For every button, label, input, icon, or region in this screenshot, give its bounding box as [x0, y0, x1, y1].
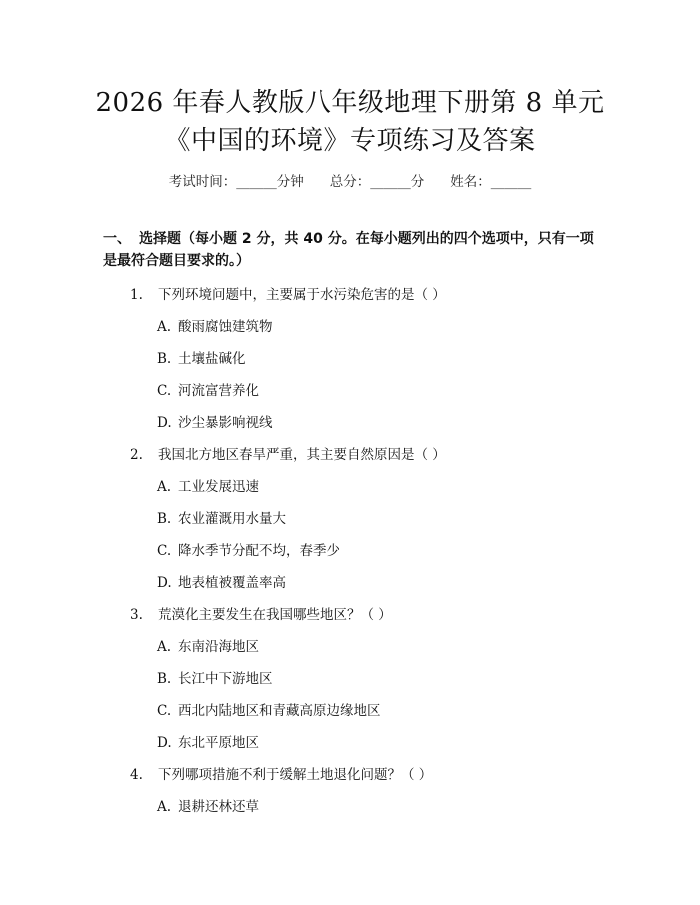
question-3-option-c	[157, 699, 381, 719]
option-label: D.	[157, 415, 172, 431]
option-text: 东南沿海地区	[178, 639, 259, 655]
option-label: C.	[157, 543, 172, 559]
total-score-field: 总分：______分	[329, 174, 425, 190]
question-text: 荒漠化主要发生在我国哪些地区？（ ）	[158, 607, 392, 623]
option-label: A.	[157, 479, 172, 495]
option-label: B.	[157, 671, 172, 687]
option-label: C.	[157, 383, 172, 399]
section-instructions: 选择题（每小题 2 分，共 40 分。在每小题列出的四个选项中，只有一项是最符合题目要求的。）	[103, 231, 594, 269]
option-text: 沙尘暴影响视线	[178, 415, 273, 431]
option-label: B.	[157, 351, 172, 367]
student-name-field: 姓名：______	[450, 174, 532, 190]
option-text: 土壤盐碱化	[178, 351, 246, 367]
question-2-option-a	[157, 475, 259, 495]
question-1-option-a	[157, 315, 273, 335]
section-number: 一、	[103, 231, 131, 247]
exam-time-field: 考试时间：______分钟	[168, 174, 304, 190]
option-text: 东北平原地区	[178, 735, 259, 751]
question-3-option-d	[157, 731, 259, 751]
document-title-line-2: 《中国的环境》专项练习及答案	[164, 126, 536, 156]
question-1	[130, 283, 446, 303]
section-heading	[103, 228, 603, 272]
question-2-option-d	[157, 571, 286, 591]
question-number: 3.	[130, 607, 143, 623]
question-2	[130, 443, 446, 463]
option-label: D.	[157, 575, 172, 591]
question-number: 1.	[130, 287, 143, 303]
option-text: 降水季节分配不均，春季少	[178, 543, 340, 559]
question-2-option-c	[157, 539, 340, 559]
option-text: 农业灌溉用水量大	[178, 511, 286, 527]
option-label: A.	[157, 319, 172, 335]
question-1-option-d	[157, 411, 273, 431]
option-text: 河流富营养化	[178, 383, 259, 399]
question-1-option-b	[157, 347, 246, 367]
question-2-option-b	[157, 507, 286, 527]
option-label: B.	[157, 511, 172, 527]
question-text: 下列环境问题中，主要属于水污染危害的是（ ）	[158, 287, 446, 303]
option-text: 地表植被覆盖率高	[178, 575, 286, 591]
option-text: 酸雨腐蚀建筑物	[178, 319, 273, 335]
option-label: A.	[157, 639, 172, 655]
question-3-option-a	[157, 635, 259, 655]
question-1-option-c	[157, 379, 259, 399]
question-number: 2.	[130, 447, 143, 463]
option-text: 退耕还林还草	[178, 799, 259, 815]
option-label: D.	[157, 735, 172, 751]
option-text: 长江中下游地区	[178, 671, 273, 687]
option-label: A.	[157, 799, 172, 815]
question-text: 下列哪项措施不利于缓解土地退化问题？（ ）	[158, 767, 433, 783]
question-3-option-b	[157, 667, 273, 687]
question-4	[130, 763, 432, 783]
option-label: C.	[157, 703, 172, 719]
question-text: 我国北方地区春旱严重，其主要自然原因是（ ）	[158, 447, 446, 463]
option-text: 工业发展迅速	[178, 479, 259, 495]
question-3	[130, 603, 392, 623]
document-title-line-1: 2026 年春人教版八年级地理下册第 8 单元	[95, 88, 605, 118]
option-text: 西北内陆地区和青藏高原边缘地区	[178, 703, 381, 719]
exam-info	[0, 170, 700, 190]
question-4-option-a	[157, 795, 259, 815]
question-number: 4.	[130, 767, 143, 783]
